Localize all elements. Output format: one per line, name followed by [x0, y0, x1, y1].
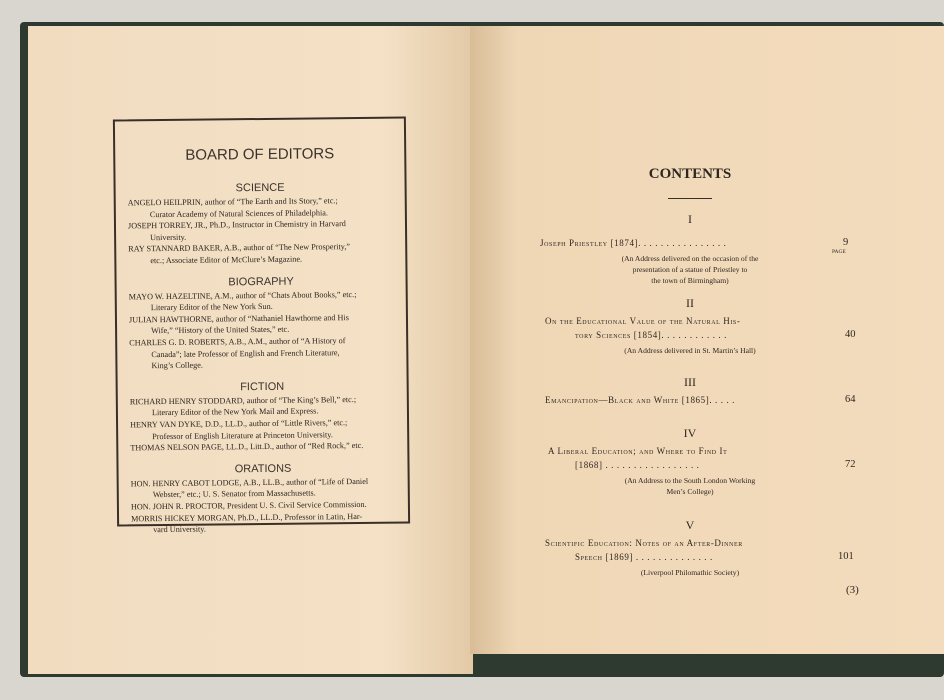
entry-note: (An Address to the South London Working: [624, 476, 756, 485]
entry-page-number: 40: [845, 329, 856, 340]
editor-line: Literary Editor of the New York Sun.: [150, 302, 273, 313]
editor-line: Curator Academy of Natural Sciences of Philadelphia.: [149, 207, 328, 219]
entry-note: the town of Birmingham): [651, 276, 729, 285]
section-numeral: II: [686, 296, 694, 310]
section-numeral: V: [685, 518, 695, 532]
page-folio: (3): [846, 584, 859, 596]
board-title: BOARD OF EDITORS: [185, 145, 335, 164]
editor-line: Literary Editor of the New York Mail and Express.: [151, 406, 319, 418]
entry-title: [1868] . . . . . . . . . . . . . . . . .: [575, 460, 700, 470]
editor-line: MORRIS HICKEY MORGAN, Ph.D., LL.D., Professor in Latin, Har-: [131, 511, 363, 523]
editor-line: Professor of English Literature at Princeton University.: [152, 429, 333, 441]
entry-note: Men’s College): [666, 487, 714, 496]
editor-line: HON. HENRY CABOT LODGE, A.B., LL.B., author of “Life of Daniel: [130, 476, 369, 489]
editor-line: RAY STANNARD BAKER, A.B., author of “The New Prosperity,”: [128, 242, 351, 254]
entry-page-number: 64: [845, 394, 856, 405]
entry-title: Emancipation—Black and White [1865]. . . . .: [545, 395, 736, 405]
title-rule: [668, 198, 712, 199]
editor-line: JOSEPH TORREY, JR., Ph.D., Instructor in Chemistry in Harvard: [127, 219, 346, 231]
entry-page-number: 101: [838, 551, 854, 562]
editor-line: JULIAN HAWTHORNE, author of “Nathaniel Hawthorne and His: [128, 312, 349, 325]
entry-title: A Liberal Education; and Where to Find It: [548, 446, 728, 456]
editor-line: MAYO W. HAZELTINE, A.M., author of “Chats About Books,” etc.;: [128, 289, 357, 301]
entry-page-number: 9: [843, 237, 849, 248]
entry-title: On the Educational Value of the Natural His-: [545, 316, 741, 326]
entry-note: (An Address delivered in St. Martin’s Hall): [624, 346, 756, 355]
editor-line: Webster,” etc.; U. S. Senator from Massachusetts.: [152, 488, 316, 500]
page-label: PAGE: [832, 249, 846, 255]
editor-line: ANGELO HEILPRIN, author of “The Earth and Its Story,” etc.;: [127, 196, 338, 208]
editor-line: CHARLES G. D. ROBERTS, A.B., A.M., author of “A History of: [129, 336, 346, 348]
editor-line: etc.; Associate Editor of McClure’s Magazine.: [150, 254, 303, 266]
section-heading: SCIENCE: [235, 181, 285, 195]
editor-line: HON. JOHN R. PROCTOR, President U. S. Civil Service Commission.: [130, 499, 367, 512]
section-numeral: I: [688, 212, 692, 226]
entry-note: (An Address delivered on the occasion of the: [621, 254, 759, 263]
editor-line: Wife,” “History of the United States,” etc.: [151, 325, 290, 336]
section-numeral: IV: [683, 426, 697, 440]
entry-title: Joseph Priestley [1874]. . . . . . . . . . . . . . . .: [540, 238, 727, 248]
contents-title: CONTENTS: [648, 166, 732, 182]
entry-title: Speech [1869] . . . . . . . . . . . . . .: [575, 552, 713, 562]
entry-note: presentation of a statue of Priestley to: [632, 265, 748, 274]
board-of-editors-frame: [113, 116, 410, 535]
editor-line: RICHARD HENRY STODDARD, author of “The King’s Bell,” etc.;: [129, 394, 357, 407]
editor-line: HENRY VAN DYKE, D.D., LL.D., author of “Little Rivers,” etc.;: [130, 418, 348, 430]
section-heading: FICTION: [240, 380, 285, 394]
entry-note: (Liverpool Philomathic Society): [640, 568, 740, 577]
editor-line: King’s College.: [151, 360, 203, 371]
editor-line: vard University.: [153, 524, 206, 535]
entry-title: Scientific Education: Notes of an After-Dinner: [545, 538, 743, 548]
section-heading: BIOGRAPHY: [228, 275, 294, 288]
entry-page-number: 72: [845, 459, 856, 470]
editor-line: THOMAS NELSON PAGE, LL.D., Litt.D., author of “Red Rock,” etc.: [130, 441, 364, 453]
editor-line: University.: [150, 232, 187, 242]
section-heading: ORATIONS: [234, 462, 292, 476]
editor-line: Canada”; late Professor of English and French Literature,: [151, 347, 340, 359]
entry-title: tory Sciences [1854]. . . . . . . . . . . .: [575, 330, 727, 340]
section-numeral: III: [684, 375, 696, 389]
